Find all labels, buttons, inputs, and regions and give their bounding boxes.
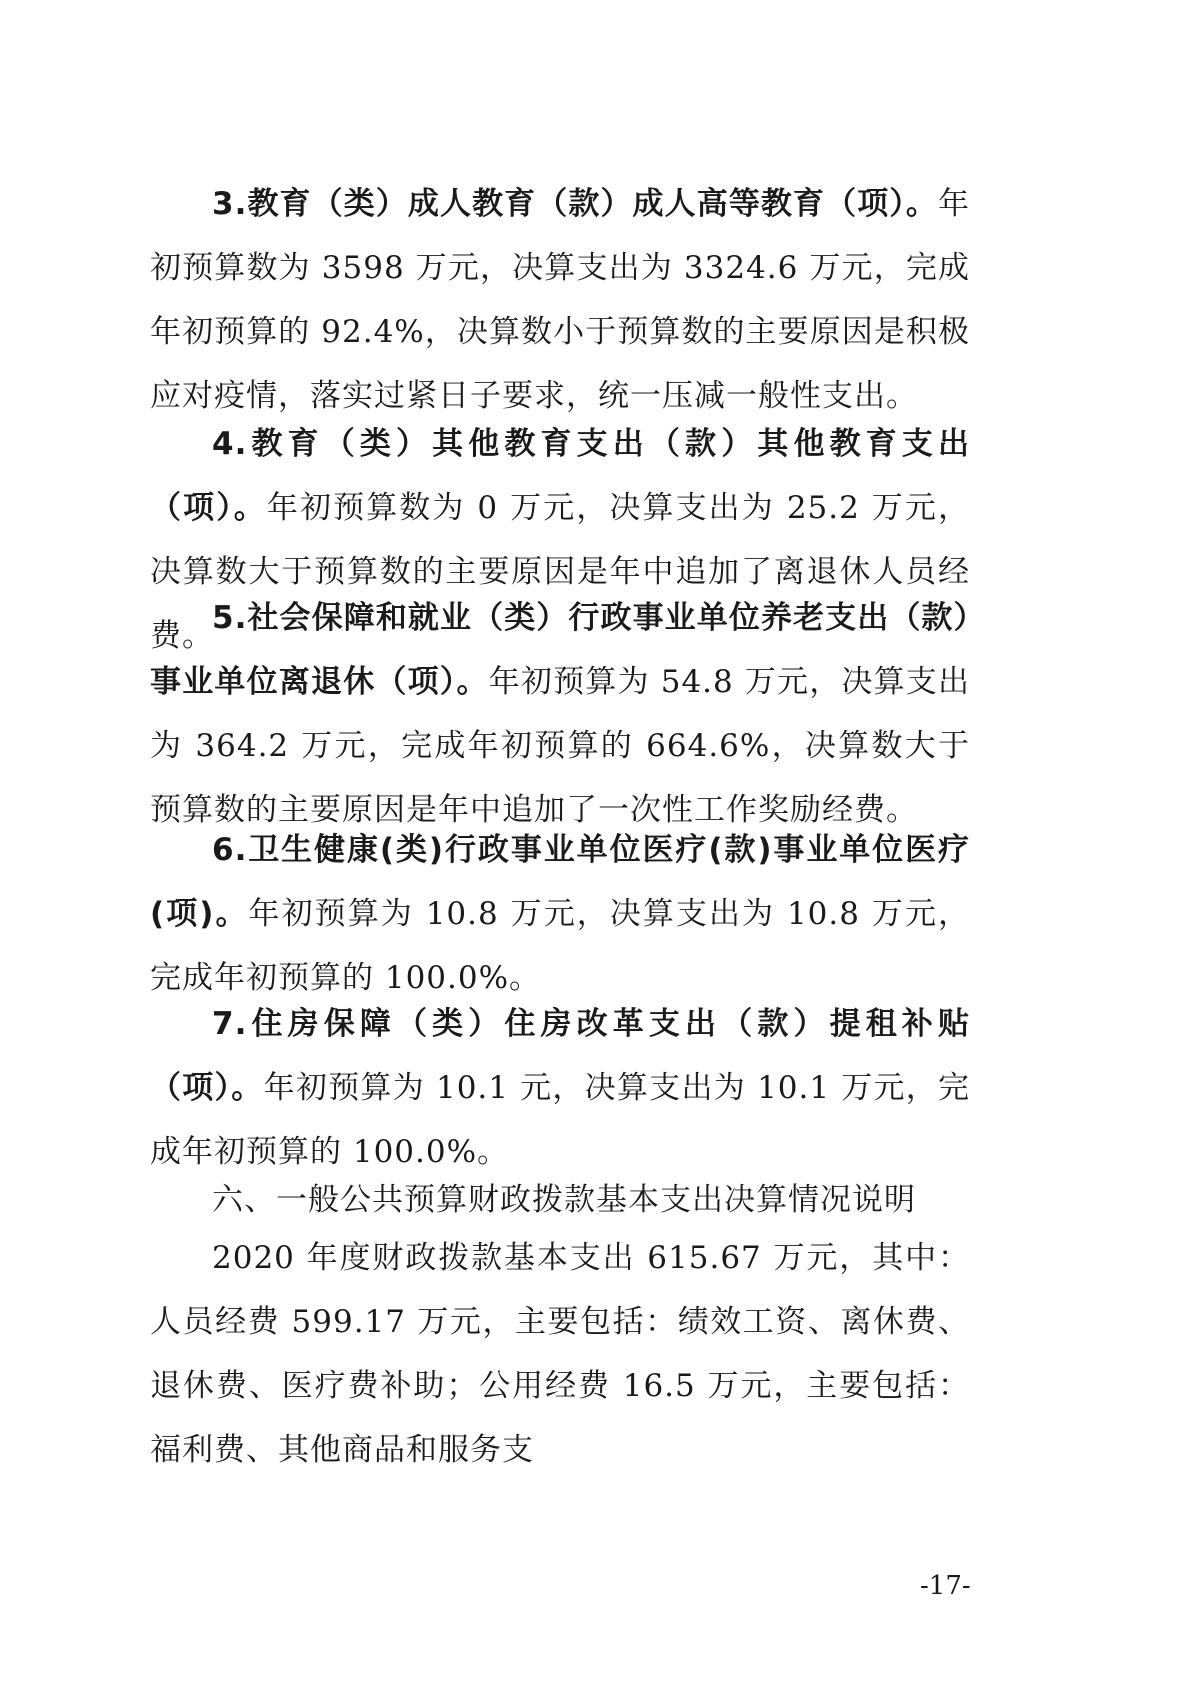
paragraph-item-7: [150, 992, 970, 1184]
paragraph-heading: 3.教育（类）成人教育（款）成人高等教育（项）。: [212, 186, 938, 222]
paragraph-item-6: [150, 818, 970, 1010]
paragraph-body: 年初预算数为 0 万元，决算支出为 25.2 万元，决算数大于预算数的主要原因是年中追加了离退休人员经费。: [150, 490, 970, 654]
page-number: -17-: [920, 1571, 971, 1601]
paragraph-heading: 5.社会保障和就业（类）行政事业单位养老支出（款）事业单位离退休（项）。: [150, 600, 970, 700]
paragraph-heading: 4.教育（类）其他教育支出（款）其他教育支出（项）。: [150, 426, 970, 526]
paragraph-item-5: [150, 586, 970, 842]
paragraph-body: 年初预算为 54.8 万元，决算支出为 364.2 万元，完成年初预算的 664.6%，决算数大于预算数的主要原因是年中追加了一次性工作奖励经费。: [150, 664, 970, 828]
section-heading: 六、一般公共预算财政拨款基本支出决算情况说明: [212, 1182, 916, 1218]
paragraph-item-3: [150, 172, 970, 428]
paragraph-body: 年初预算为 10.8 万元，决算支出为 10.8 万元，完成年初预算的 100.0%。: [150, 896, 970, 996]
paragraph-body: 年初预算数为 3598 万元，决算支出为 3324.6 万元，完成年初预算的 92.4%，决算数小于预算数的主要原因是积极应对疫情，落实过紧日子要求，统一压减一般性支出。: [150, 186, 970, 414]
closing-paragraph: 2020 年度财政拨款基本支出 615.67 万元，其中：人员经费 599.17 万元，主要包括：绩效工资、离休费、退休费、医疗费补助；公用经费 16.5 万元，主要包括：福利费、其他商品和服务支: [150, 1240, 970, 1468]
paragraph-heading: 6.卫生健康(类)行政事业单位医疗(款)事业单位医疗(项)。: [150, 832, 970, 932]
paragraph-body: 年初预算为 10.1 元，决算支出为 10.1 万元，完成年初预算的 100.0%。: [150, 1070, 971, 1170]
paragraph-heading: 7.住房保障（类）住房改革支出（款）提租补贴（项）。: [150, 1006, 970, 1106]
